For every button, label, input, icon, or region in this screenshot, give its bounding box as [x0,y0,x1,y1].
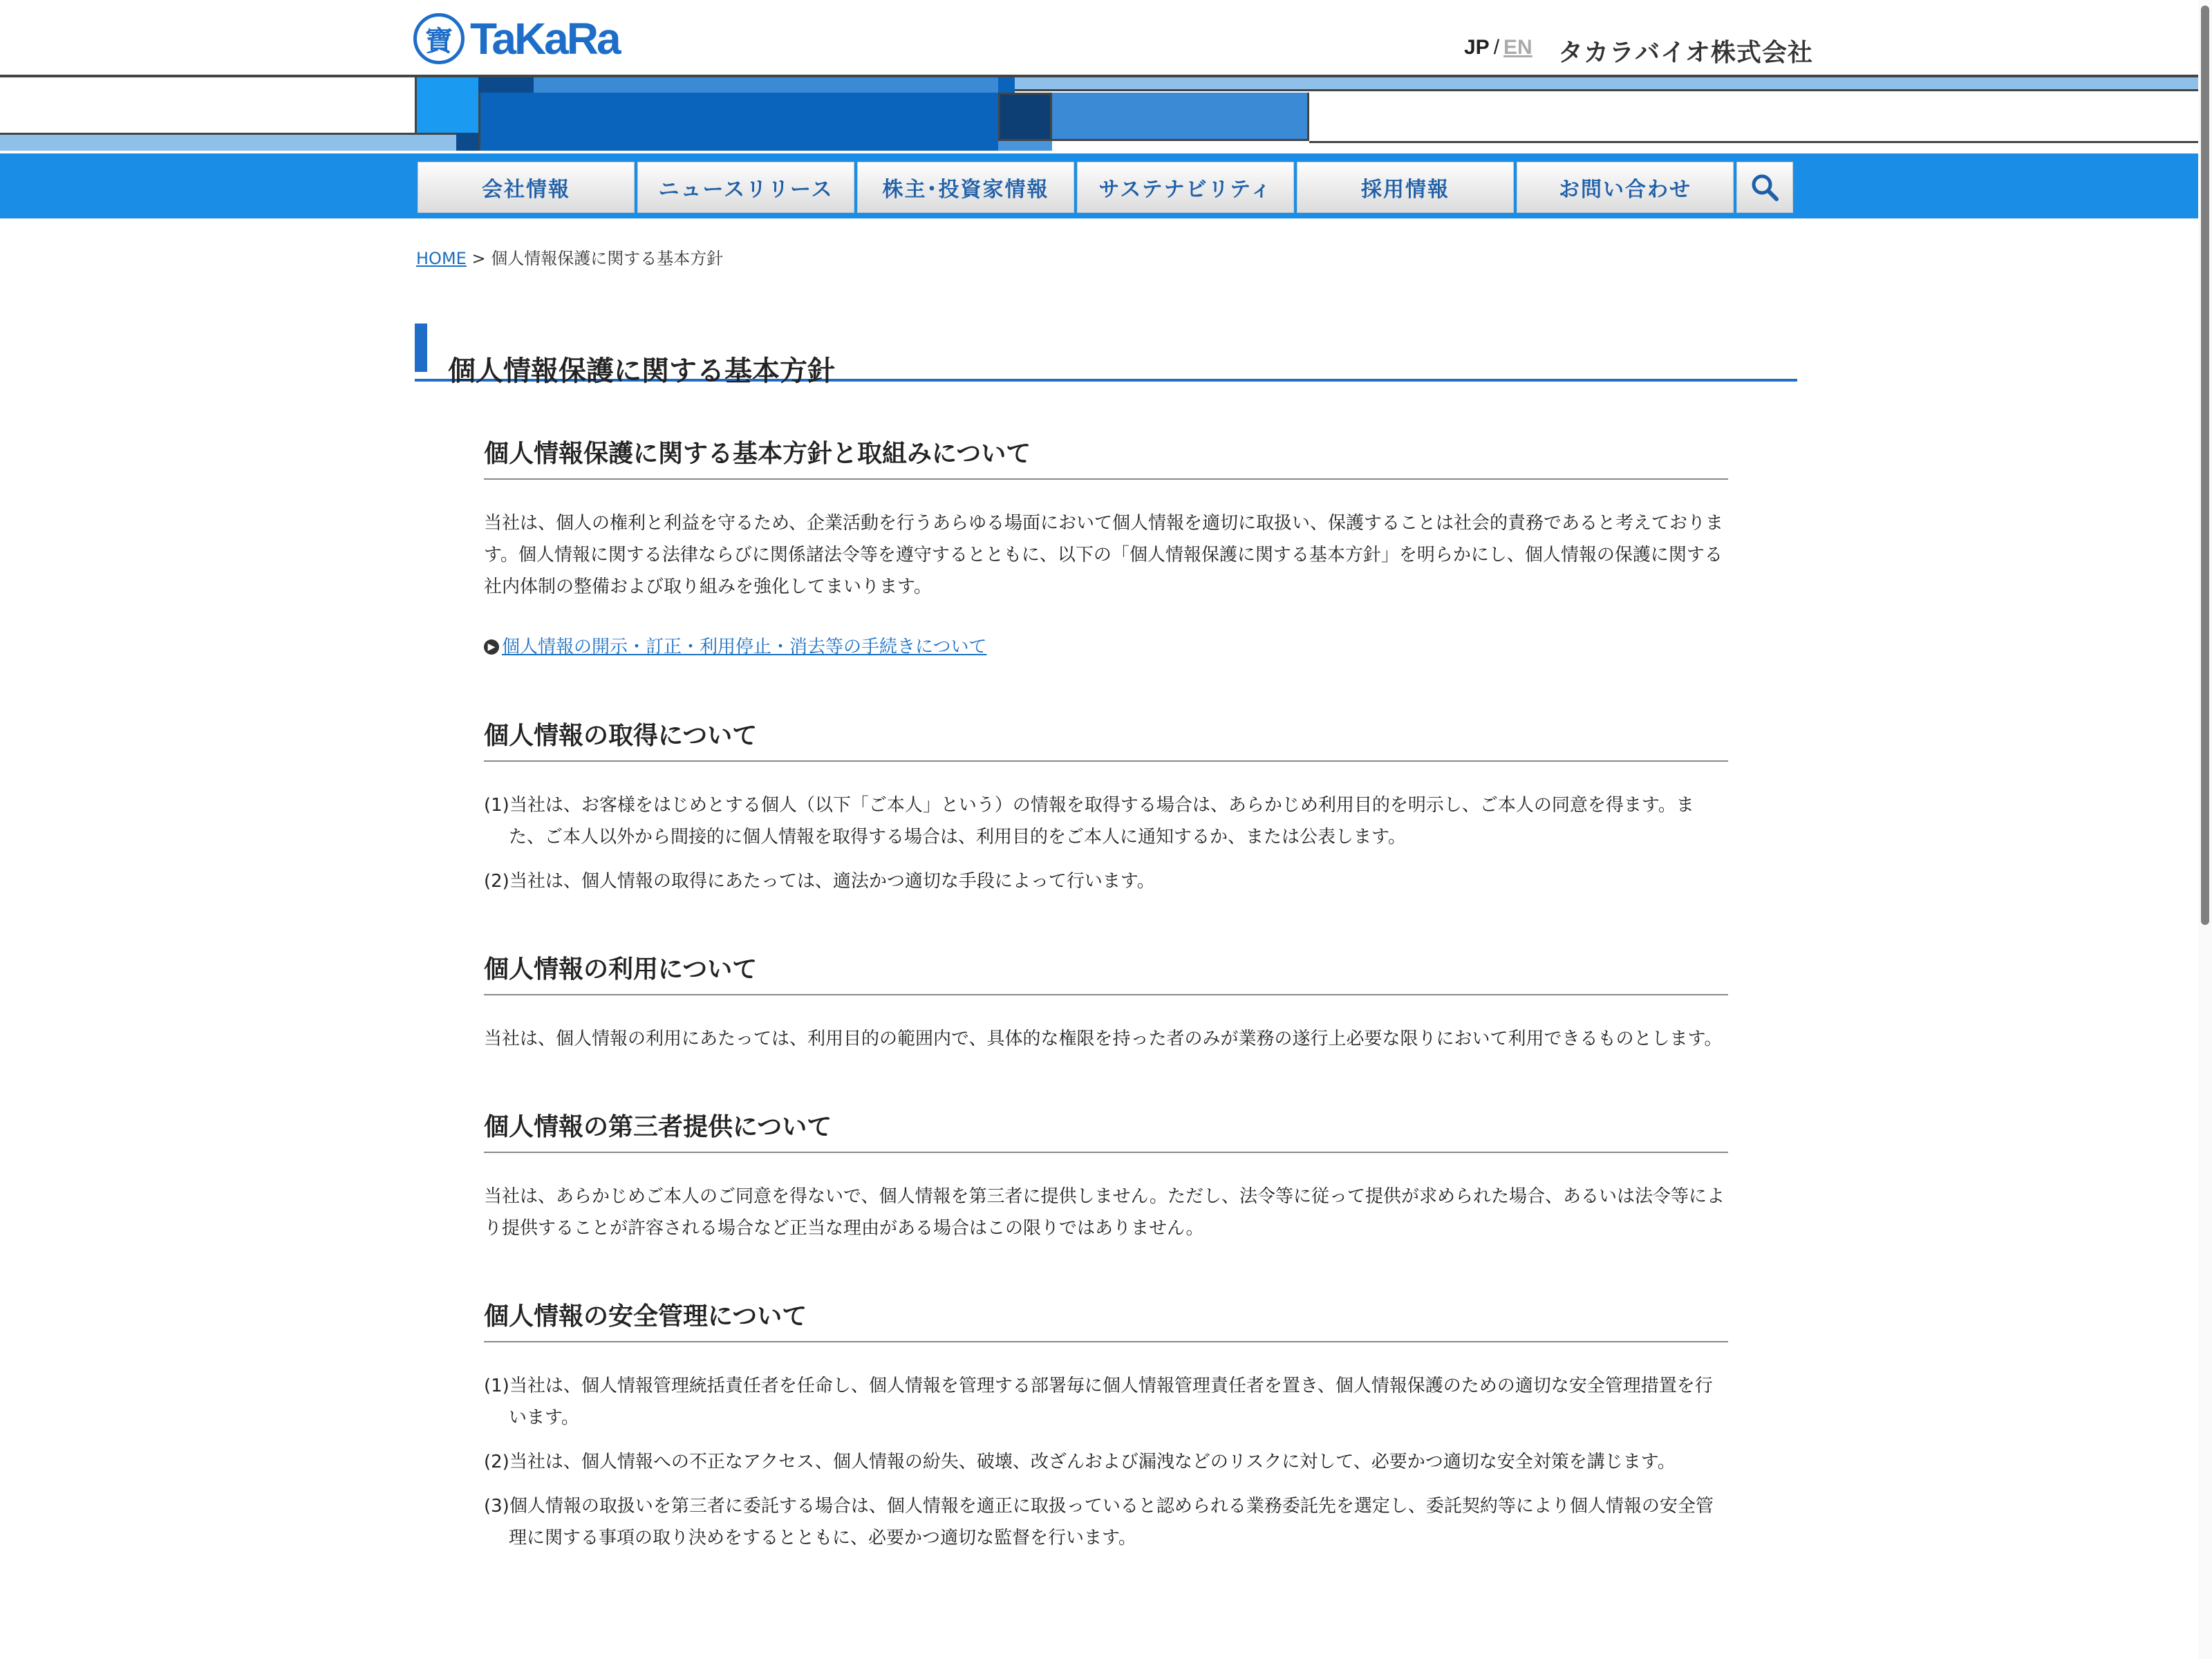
language-switcher [1464,36,1533,59]
logo-mark-icon: 寶 [413,13,465,64]
section-security [484,1298,1728,1554]
band-block-9 [1015,77,2212,91]
list-item: (1)当社は、お客様をはじめとする個人（以下「ご本人」という）の情報を取得する場合は、あらかじめ利用目的を明示し、ご本人の同意を得ます。また、ご本人以外から間接的に個人情報を取得する場合は、利用目的をご本人に通知するか、または公表します。 [484,795,1694,847]
page-title: 個人情報保護に関する基本方針 [448,355,835,387]
procedure-link-line [484,633,1728,661]
breadcrumb-current: 個人情報保護に関する基本方針 [491,249,724,268]
search-button[interactable] [1736,162,1793,213]
section-body: 当社は、個人情報の利用にあたっては、利用目的の範囲内で、具体的な権限を持った者のみが業務の遂行上必要な限りにおいて利用できるものとします。 [484,1029,1723,1049]
list-item: (3)個人情報の取扱いを第三者に委託する場合は、個人情報を適正に取扱っていると認められる業務委託先を選定し、委託契約等により個人情報の安全管理に関する事項の取り決めをするとともに、必要かつ適切な監督を行います。 [484,1496,1714,1548]
band-block-6 [998,77,1015,93]
section-third-party [484,1109,1728,1244]
band-block-7 [998,93,1052,141]
section-body: 当社は、個人の権利と利益を守るため、企業活動を行うあらゆる場面において個人情報を適切に取扱い、保護することは社会的責務であると考えております。個人情報に関する法律ならびに関係諸法令等を遵守するとともに、以下の「個人情報保護に関する基本方針」を明らかにし、個人情報の保護に関する社内体制の整備および取り組みを強化してまいります。 [484,513,1723,597]
section-heading: 個人情報の安全管理について [484,1298,1728,1342]
nav-item-contact[interactable]: お問い合わせ [1517,162,1734,213]
circle-arrow-icon: ▶ [484,639,499,655]
nav-item-recruit[interactable]: 採用情報 [1297,162,1514,213]
section-heading: 個人情報の取得について [484,718,1728,762]
list-item: (1)当社は、個人情報管理統括責任者を任命し、個人情報を管理する部署毎に個人情報管理責任者を置き、個人情報保護のための適切な安全管理措置を行います。 [484,1376,1713,1428]
nav-item-news[interactable]: ニュースリリース [637,162,854,213]
page-title-block [415,324,1797,387]
band-block-4 [478,93,998,151]
band-line-bottom [1309,141,2212,143]
section-heading: 個人情報保護に関する基本方針と取組みについて [484,435,1728,480]
nav-item-sustainability[interactable]: サステナビリティ [1077,162,1294,213]
lang-en-link[interactable]: EN [1503,36,1533,59]
procedure-link[interactable]: 個人情報の開示・訂正・利用停止・消去等の手続きについて [502,637,987,657]
breadcrumb-home-link[interactable]: HOME [416,249,467,268]
lang-separator: / [1493,36,1500,59]
nav-item-investors[interactable]: 株主･投資家情報 [857,162,1074,213]
list-item: (2)当社は、個人情報への不正なアクセス、個人情報の紛失、破壊、改ざんおよび漏洩などのリスクに対して、必要かつ適切な安全対策を講じます。 [484,1452,1676,1472]
takara-logo[interactable] [413,11,619,66]
nav-item-company[interactable]: 会社情報 [418,162,635,213]
section-basic-policy [484,435,1728,661]
global-nav [0,153,2212,218]
band-block-5 [534,77,998,93]
band-block-1 [415,77,478,133]
band-block-8 [998,141,1052,151]
nav-menu [418,162,1793,213]
list-item: (2)当社は、個人情報の取得にあたっては、適法かつ適切な手段によって行います。 [484,871,1155,892]
scrollbar-thumb[interactable] [2201,6,2209,925]
band-block-10 [1052,93,1309,141]
section-usage [484,951,1728,1055]
company-name[interactable]: タカラバイオ株式会社 [1558,39,1813,67]
main-content [484,435,1728,1554]
header-decorative-band [0,75,2212,155]
breadcrumb-separator: > [471,249,486,268]
vertical-scrollbar[interactable] [2198,0,2212,1659]
search-icon [1750,172,1780,203]
section-body: 当社は、あらかじめご本人のご同意を得ないで、個人情報を第三者に提供しません。ただし、法令等に従って提供が求められた場合、あるいは法令等により提供することが許容される場合など正当な理由がある場合はこの限りではありません。 [484,1186,1725,1239]
title-accent-bar [415,324,427,372]
section-heading: 個人情報の利用について [484,951,1728,995]
site-header [0,0,2212,75]
lang-jp[interactable]: JP [1464,36,1490,59]
section-acquisition [484,718,1728,897]
band-block-left [0,133,456,151]
breadcrumb [416,245,723,269]
band-block-2 [456,133,478,151]
band-block-3 [478,77,534,93]
section-heading: 個人情報の第三者提供について [484,1109,1728,1153]
logo-text: TaKaRa [470,14,619,64]
